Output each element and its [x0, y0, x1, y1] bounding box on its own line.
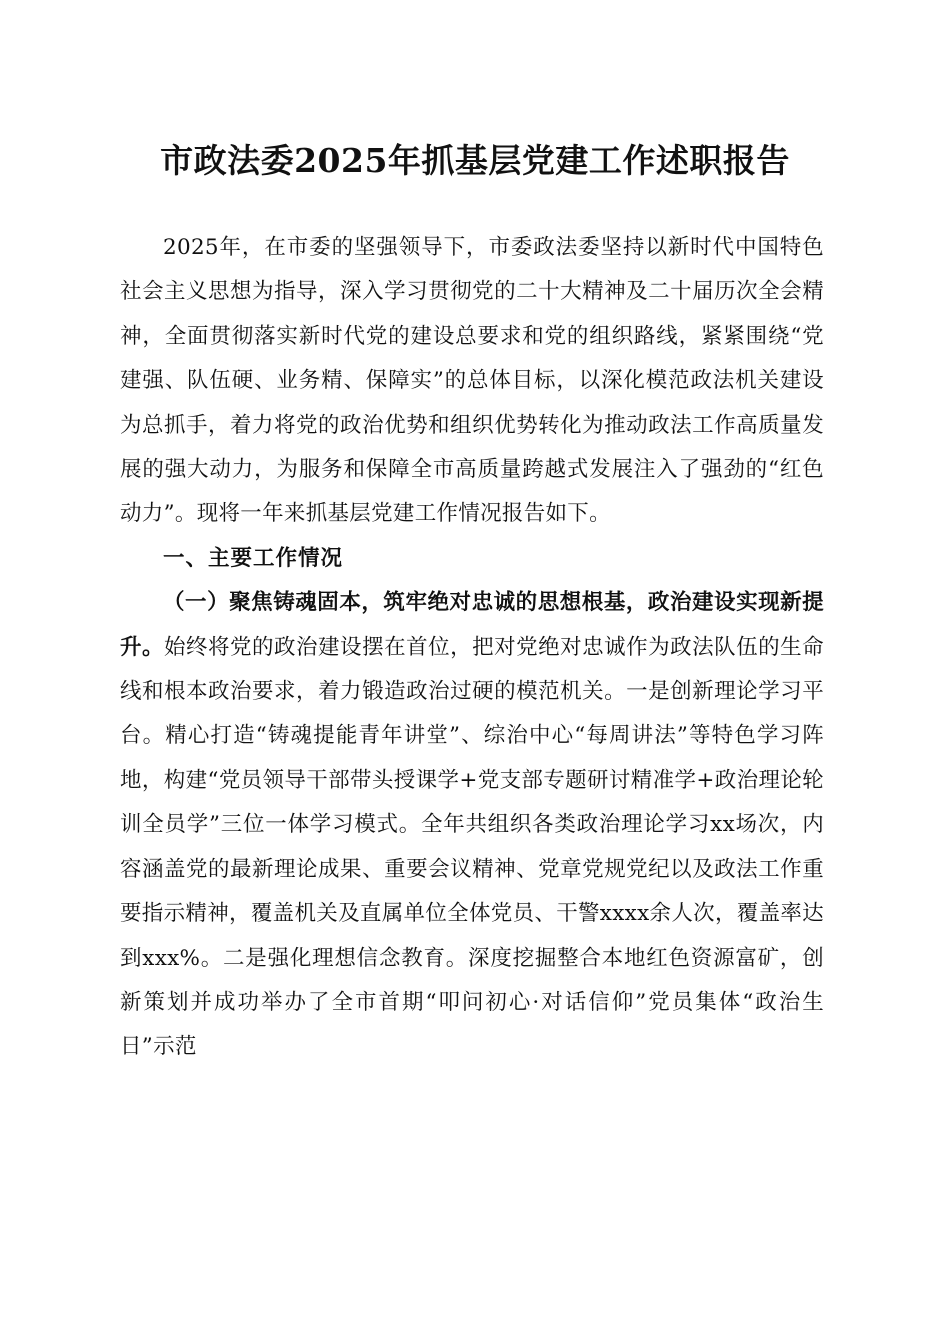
subsection-paragraph	[120, 581, 824, 1069]
document-title: 市政法委2025年抓基层党建工作述职报告	[160, 141, 790, 180]
subsection-heading: （一）聚焦铸魂固本，筑牢绝对忠诚的思想根基，政治建设实现新提升。	[120, 590, 824, 660]
intro-paragraph: 2025年，在市委的坚强领导下，市委政法委坚持以新时代中国特色社会主义思想为指导，深入学习贯彻党的二十大精神及二十届历次全会精神，全面贯彻落实新时代党的建设总要求和党的组织路线，紧紧围绕“党建强、队伍硬、业务精、保障实”的总体目标，以深化模范政法机关建设为总抓手，着力将党的政治优势和组织优势转化为推动政法工作高质量发展的强大动力，为服务和保障全市高质量跨越式发展注入了强劲的“红色动力”。现将一年来抓基层党建工作情况报告如下。	[120, 235, 824, 527]
document-body	[120, 226, 824, 1070]
subsection-body: 始终将党的政治建设摆在首位，把对党绝对忠诚作为政法队伍的生命线和根本政治要求，着力锻造政治过硬的模范机关。一是创新理论学习平台。精心打造“铸魂提能青年讲堂”、综治中心“每周讲法”等特色学习阵地，构建“党员领导干部带头授课学+党支部专题研讨精准学+政治理论轮训全员学”三位一体学习模式。全年共组织各类政治理论学习xx场次，内容涵盖党的最新理论成果、重要会议精神、党章党规党纪以及政法工作重要指示精神，覆盖机关及直属单位全体党员、干警xxxx余人次，覆盖率达到xxx%。二是强化理想信念教育。深度挖掘整合本地红色资源富矿，创新策划并成功举办了全市首期“叩问初心·对话信仰”党员集体“政治生日”示范	[120, 634, 824, 1060]
section-heading: 一、主要工作情况	[163, 545, 344, 571]
